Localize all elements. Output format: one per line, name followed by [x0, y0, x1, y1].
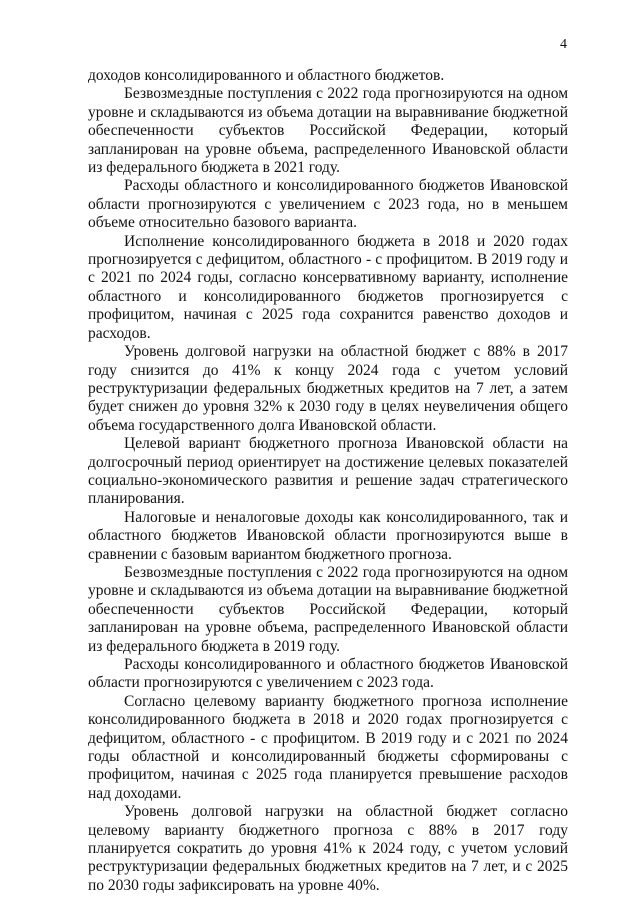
paragraph-tax-revenues-target: Налоговые и неналоговые доходы как консолидированного, так и областного бюджетов Ивановской области прогнозируются выше в сравнении с базовым вариантом бюджетного прогноза.	[88, 508, 568, 563]
paragraph-free-transfers-target: Безвозмездные поступления с 2022 года прогнозируются на одном уровне и складываются из объема дотации на выравнивание бюджетной обеспеченности субъектов Российской Федерации, который запланирован на уровне объема, распределенного Ивановской области из федерального бюджета в 2019 году.	[88, 563, 568, 655]
paragraph-budget-execution-target: Согласно целевому варианту бюджетного прогноза исполнение консолидированного бюджета в 2018 и 2020 годах прогнозируется с дефицитом, областного - с профицитом. В 2019 году и с 2021 по 2024 годы областной и консолидированный бюджеты сформированы с профицитом, начиная с 2025 года планируется превышение расходов над доходами.	[88, 692, 568, 802]
paragraph-debt-load-conservative: Уровень долговой нагрузки на областной бюджет с 88% в 2017 году снизится до 41% к концу 2024 года с учетом условий реструктуризации федеральных бюджетных кредитов на 7 лет, а затем будет снижен до уровня 32% к 2030 году в целях неувеличения общего объема государственного долга Ивановской области.	[88, 343, 568, 434]
paragraph-target-variant-intro: Целевой вариант бюджетного прогноза Ивановской области на долгосрочный период ориентирует на достижение целевых показателей социально-экономического развития и решение задач стратегического планирования.	[88, 435, 568, 508]
document-body	[88, 67, 568, 895]
paragraph-debt-load-target: Уровень долговой нагрузки на областной бюджет согласно целевому варианту бюджетного прогноза с 88% в 2017 году планируется сократить до уровня 41% к 2024 году, с учетом условий реструктуризации федеральных бюджетных кредитов на 7 лет, и с 2025 по 2030 годы зафиксировать на уровне 40%.	[88, 803, 568, 894]
paragraph-expenditures-target: Расходы консолидированного и областного бюджетов Ивановской области прогнозируются с увеличением с 2023 года.	[88, 656, 568, 692]
paragraph-expenditures-conservative: Расходы областного и консолидированного бюджетов Ивановской области прогнозируются с увеличением с 2023 года, но в меньшем объеме относительно базового варианта.	[88, 177, 568, 232]
page-number: 4	[560, 37, 567, 52]
paragraph-continuation: доходов консолидированного и областного бюджетов.	[88, 67, 445, 84]
paragraph-free-transfers-conservative: Безвозмездные поступления с 2022 года прогнозируются на одном уровне и складываются из объема дотации на выравнивание бюджетной обеспеченности субъектов Российской Федерации, который запланирован на уровне объема, распределенного Ивановской области из федерального бюджета в 2021 году.	[88, 85, 568, 177]
paragraph-budget-execution-conservative: Исполнение консолидированного бюджета в 2018 и 2020 годах прогнозируется с дефицитом, областного - с профицитом. В 2019 году и с 2021 по 2024 годы, согласно консервативному варианту, исполнение областного и консолидированного бюджетов прогнозируется с профицитом, начиная с 2025 года сохранится равенство доходов и расходов.	[88, 232, 568, 342]
